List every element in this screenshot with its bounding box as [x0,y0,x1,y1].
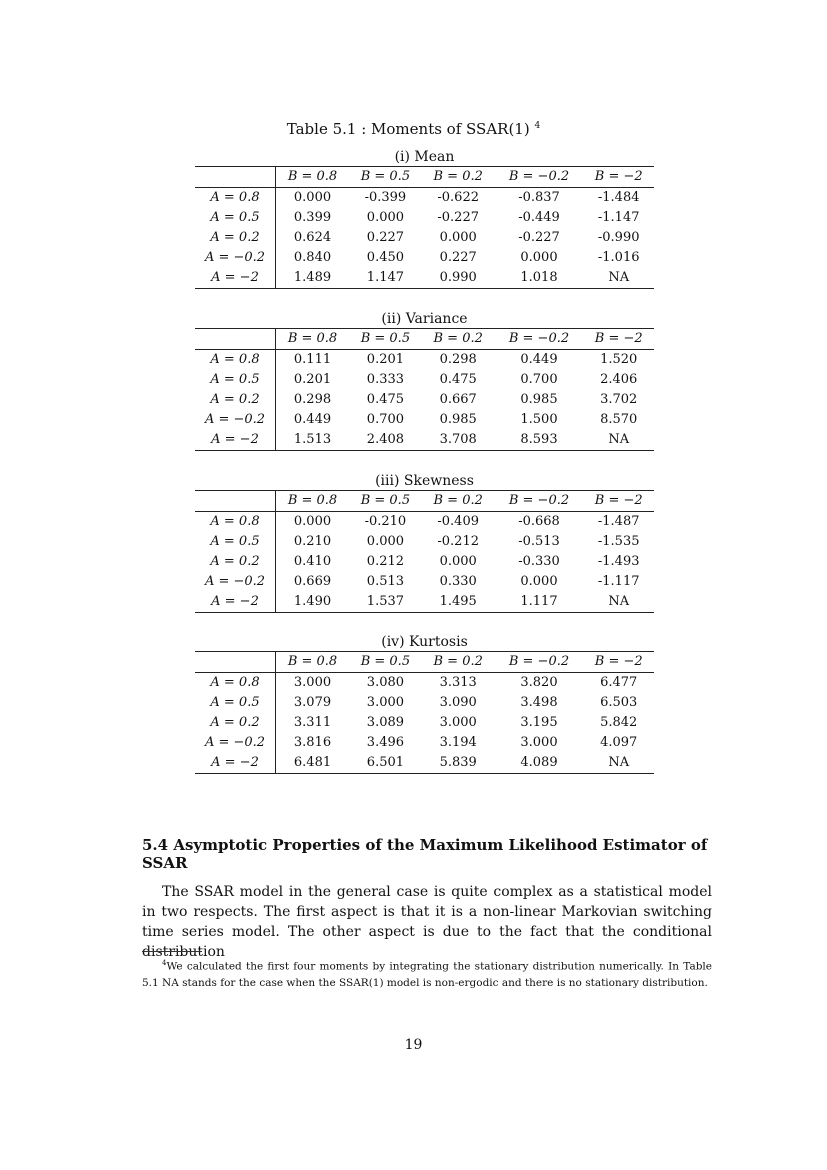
column-header: B = 0.5 [360,169,411,184]
column-header: B = 0.2 [433,331,483,346]
table-cell: 0.513 [366,574,405,589]
table-cell: 0.450 [366,250,405,265]
table-cell: 0.000 [293,514,332,529]
table-cell: 5.842 [600,715,638,730]
table-row [195,268,654,289]
table-row [195,410,654,430]
footnote-marker: 4 [534,121,541,131]
table-cell: -0.622 [437,190,479,205]
mean-table [195,148,654,289]
column-header: B = −2 [594,654,643,669]
row-label: A = −0.2 [195,572,276,592]
table-row [195,753,654,774]
row-label: A = 0.8 [195,188,276,209]
row-label: A = 0.5 [195,208,276,228]
column-header: B = −2 [594,493,643,508]
table-row [195,592,654,613]
table-cell: 0.399 [293,210,332,225]
table-cell: 0.985 [439,412,477,427]
table-cell: 3.498 [520,695,558,710]
column-header: B = 0.2 [433,169,483,184]
row-label: A = 0.8 [195,350,276,371]
table-cell: 0.410 [293,554,332,569]
header-row [195,329,654,350]
table-cell: 1.537 [366,594,405,609]
table-cell: 3.702 [600,392,638,407]
corner-cell [195,652,276,673]
footnote-rule [142,951,202,952]
subtable-title: (iv) Kurtosis [381,634,468,650]
table-cell: 6.481 [293,755,332,770]
table-cell: 1.520 [600,352,638,367]
table-cell: 0.000 [520,250,558,265]
table-cell: -1.147 [597,210,640,225]
table-row [195,248,654,268]
row-label: A = −0.2 [195,733,276,753]
column-header: B = 0.2 [433,654,483,669]
table-cell: 3.496 [366,735,405,750]
row-label: A = −2 [195,430,276,451]
table-row [195,552,654,572]
table-cell: NA [608,432,630,447]
table-cell: 0.212 [366,554,405,569]
table-cell: 0.669 [293,574,332,589]
table-cell: 5.839 [439,755,477,770]
table-row [195,673,654,694]
table-cell: 0.000 [439,554,477,569]
table-cell: 4.097 [600,735,638,750]
column-header: B = 0.8 [287,169,338,184]
corner-cell [195,167,276,188]
row-label: A = 0.5 [195,370,276,390]
row-label: A = 0.8 [195,512,276,533]
table-cell: -1.493 [597,554,640,569]
table-cell: -0.990 [597,230,640,245]
table-cell: 0.227 [439,250,477,265]
table-cell: -0.837 [518,190,560,205]
table-cell: 1.500 [520,412,558,427]
moments-table [195,166,654,289]
row-label: A = 0.2 [195,228,276,248]
table-cell: 0.700 [520,372,558,387]
table-cell: 0.624 [293,230,332,245]
table-cell: 0.333 [366,372,405,387]
row-label: A = 0.5 [195,693,276,713]
table-cell: 6.501 [366,755,405,770]
moments-table [195,651,654,774]
kurtosis-table [195,633,654,774]
table-cell: -0.212 [437,534,479,549]
table-cell: 3.079 [293,695,332,710]
table-cell: NA [608,755,630,770]
table-row [195,713,654,733]
moments-table [195,490,654,613]
table-cell: -1.535 [597,534,640,549]
table-cell: 1.490 [293,594,332,609]
table-cell: 4.089 [520,755,558,770]
row-label: A = −0.2 [195,248,276,268]
column-header: B = −0.2 [508,493,570,508]
table-cell: 2.406 [600,372,638,387]
table-cell: 0.210 [293,534,332,549]
table-cell: 0.201 [293,372,332,387]
table-cell: 6.477 [600,675,638,690]
header-row [195,491,654,512]
footnote [142,955,712,991]
row-label: A = −0.2 [195,410,276,430]
table-cell: 0.000 [520,574,558,589]
table-cell: 0.201 [366,352,405,367]
body-paragraph: The SSAR model in the general case is quite complex as a statistical model in two respects. The first aspect is that it is a non-linear Markovian switching time series model. The other aspect is due to the fact that the conditional distribution [142,884,712,960]
table-cell: -0.409 [437,514,479,529]
skewness-table [195,472,654,613]
column-header: B = −0.2 [508,654,570,669]
table-cell: 3.000 [366,695,405,710]
table-cell: 3.080 [366,675,405,690]
table-cell: 3.708 [439,432,477,447]
table-cell: 0.990 [439,270,477,285]
table-cell: 3.000 [520,735,558,750]
table-cell: 3.089 [366,715,405,730]
table-cell: 0.000 [293,190,332,205]
footnote-number: 4 [162,959,167,967]
column-header: B = 0.5 [360,493,411,508]
table-row [195,512,654,533]
table-cell: 0.111 [293,352,332,367]
table-cell: -1.016 [597,250,640,265]
table-cell: 3.090 [439,695,477,710]
column-header: B = −0.2 [508,331,570,346]
table-cell: 0.000 [366,534,405,549]
table-cell: 0.330 [439,574,477,589]
table-cell: 0.840 [293,250,332,265]
table-cell: 1.147 [366,270,405,285]
table-cell: 3.194 [439,735,477,750]
table-cell: -0.227 [437,210,479,225]
table-cell: 1.117 [520,594,558,609]
table-cell: 1.495 [439,594,477,609]
row-label: A = −2 [195,268,276,289]
table-cell: 0.000 [366,210,405,225]
subtable-title: (ii) Variance [381,311,468,327]
table-cell: 0.475 [366,392,405,407]
column-header: B = 0.8 [287,654,338,669]
table-cell: 0.700 [366,412,405,427]
row-label: A = 0.2 [195,713,276,733]
table-cell: 3.000 [293,675,332,690]
table-cell: NA [608,270,630,285]
table-row [195,733,654,753]
variance-table [195,310,654,451]
table-cell: 0.298 [439,352,477,367]
corner-cell [195,491,276,512]
page-number: 19 [404,1037,423,1053]
footnote-text: We calculated the first four moments by integrating the stationary distribution numerically. In Table 5.1 NA stands for the case when the SSAR(1) model is non-ergodic and there is no stationary distribution. [142,960,712,989]
table-cell: 0.227 [366,230,405,245]
table-cell: 6.503 [600,695,638,710]
table-cell: 0.667 [439,392,477,407]
table-cell: 0.000 [439,230,477,245]
table-row [195,532,654,552]
table-cell: -0.210 [364,514,407,529]
table-cell: 0.449 [520,352,558,367]
table-cell: 0.449 [293,412,332,427]
row-label: A = 0.5 [195,532,276,552]
column-header: B = 0.2 [433,493,483,508]
table-caption [0,120,827,138]
table-cell: 1.018 [520,270,558,285]
table-cell: 3.000 [439,715,477,730]
table-cell: 0.985 [520,392,558,407]
table-cell: 3.820 [520,675,558,690]
table-row [195,228,654,248]
table-cell: -0.513 [518,534,560,549]
table-cell: 3.313 [439,675,477,690]
table-cell: 2.408 [366,432,405,447]
subtable-title: (iii) Skewness [375,473,474,489]
moments-table [195,328,654,451]
table-cell: -1.487 [597,514,640,529]
row-label: A = 0.8 [195,673,276,694]
row-label: A = 0.2 [195,552,276,572]
table-row [195,693,654,713]
table-row [195,430,654,451]
table-cell: -0.449 [518,210,560,225]
table-cell: -1.484 [597,190,640,205]
table-cell: 3.195 [520,715,558,730]
row-label: A = −2 [195,592,276,613]
column-header: B = 0.5 [360,331,411,346]
table-cell: 1.489 [293,270,332,285]
column-header: B = 0.8 [287,331,338,346]
table-cell: 0.475 [439,372,477,387]
table-row [195,390,654,410]
table-cell: 0.298 [293,392,332,407]
header-row [195,167,654,188]
row-label: A = −2 [195,753,276,774]
table-row [195,208,654,228]
table-row [195,370,654,390]
table-cell: 1.513 [293,432,332,447]
column-header: B = −0.2 [508,169,570,184]
subtable-title: (i) Mean [394,149,455,165]
column-header: B = −2 [594,331,643,346]
table-cell: -0.227 [518,230,560,245]
table-row [195,188,654,209]
table-cell: -0.668 [518,514,560,529]
row-label: A = 0.2 [195,390,276,410]
table-row [195,350,654,371]
table-caption-text: Table 5.1 : Moments of SSAR(1) [286,120,530,138]
table-cell: 8.570 [600,412,638,427]
section-heading: 5.4 Asymptotic Properties of the Maximum Likelihood Estimator of SSAR [142,836,708,872]
table-cell: 3.816 [293,735,332,750]
table-row [195,572,654,592]
table-cell: -1.117 [597,574,640,589]
table-cell: -0.399 [364,190,407,205]
corner-cell [195,329,276,350]
table-cell: 8.593 [520,432,558,447]
column-header: B = 0.5 [360,654,411,669]
table-cell: 3.311 [293,715,332,730]
table-cell: -0.330 [518,554,560,569]
table-cell: NA [608,594,630,609]
column-header: B = −2 [594,169,643,184]
header-row [195,652,654,673]
column-header: B = 0.8 [287,493,338,508]
